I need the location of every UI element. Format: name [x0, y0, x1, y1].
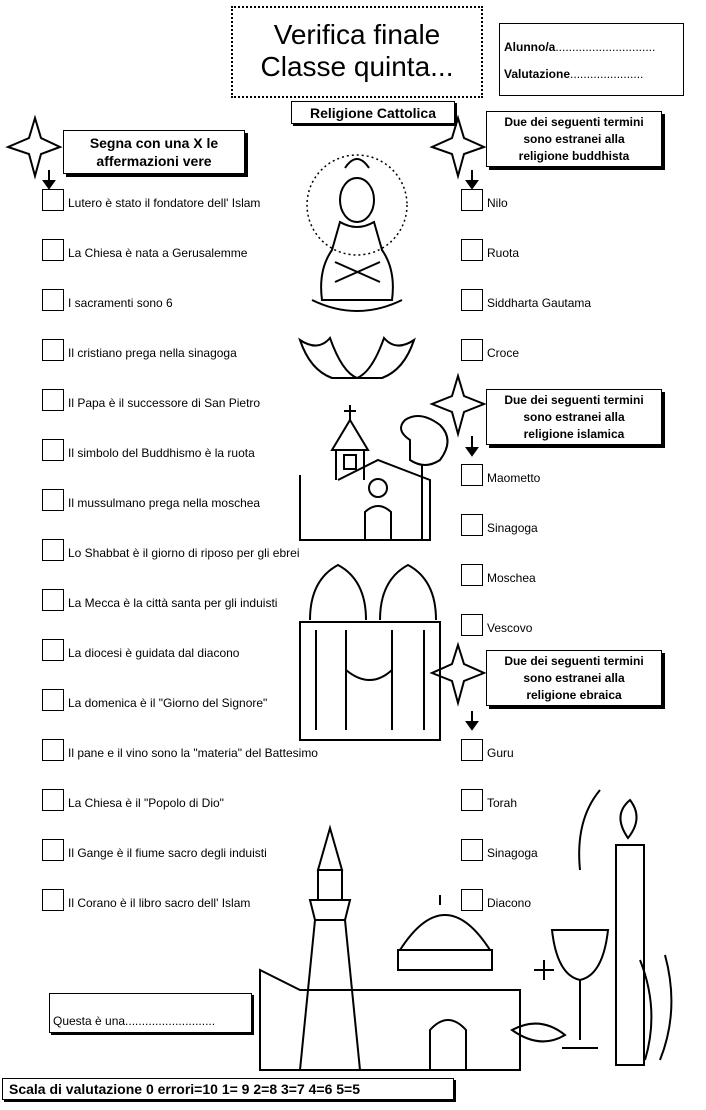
term-checkbox[interactable]	[461, 614, 483, 636]
term-checkbox[interactable]	[461, 339, 483, 361]
statement-checkbox[interactable]	[42, 489, 64, 511]
statement-text: Il Papa è il successore di San Pietro	[68, 396, 261, 410]
answer-field[interactable]: Questa è una...........................	[49, 993, 252, 1033]
statement-text: Il Gange è il fiume sacro degli induisti	[68, 846, 267, 860]
star-icon	[432, 118, 484, 176]
statement-checkbox[interactable]	[42, 339, 64, 361]
statement-text: La diocesi è guidata dal diacono	[68, 646, 240, 660]
term-text: Vescovo	[487, 621, 533, 635]
term-checkbox[interactable]	[461, 789, 483, 811]
star-icon	[8, 118, 60, 176]
statement-checkbox[interactable]	[42, 439, 64, 461]
term-text: Guru	[487, 746, 514, 760]
term-text: Sinagoga	[487, 846, 538, 860]
term-text: Ruota	[487, 246, 520, 260]
student-info-box	[499, 23, 684, 96]
torah-illustration	[300, 565, 440, 740]
statement-checkbox[interactable]	[42, 289, 64, 311]
term-checkbox[interactable]	[461, 514, 483, 536]
statement-checkbox[interactable]	[42, 389, 64, 411]
statement-text: Il pane e il vino sono la "materia" del Battesimo	[68, 746, 318, 760]
statement-text: Lutero è stato il fondatore dell' Islam	[68, 196, 261, 210]
term-checkbox[interactable]	[461, 739, 483, 761]
student-name-field[interactable]: Alunno/a..............................	[504, 40, 656, 54]
statement-text: Il simbolo del Buddhismo è la ruota	[68, 446, 255, 460]
term-text: Diacono	[487, 896, 532, 910]
term-checkbox[interactable]	[461, 564, 483, 586]
buddha-illustration	[300, 155, 414, 378]
statement-text: La Chiesa è nata a Gerusalemme	[68, 246, 248, 260]
term-text: Torah	[487, 796, 518, 810]
term-checkbox[interactable]	[461, 464, 483, 486]
statement-text: Lo Shabbat è il giorno di riposo per gli ebrei	[68, 546, 300, 560]
statement-checkbox[interactable]	[42, 189, 64, 211]
statement-checkbox[interactable]	[42, 239, 64, 261]
statement-checkbox[interactable]	[42, 589, 64, 611]
grade-field[interactable]: Valutazione......................	[504, 67, 644, 81]
statement-checkbox[interactable]	[42, 889, 64, 911]
term-text: Sinagoga	[487, 521, 538, 535]
statement-checkbox[interactable]	[42, 689, 64, 711]
term-text: Nilo	[487, 196, 508, 210]
mosque-illustration	[260, 828, 520, 1070]
judaism-callout: Due dei seguenti termini sono estranei alla religione ebraica	[486, 650, 662, 706]
statement-checkbox[interactable]	[42, 789, 64, 811]
eucharist-illustration	[512, 790, 671, 1065]
instruction-callout: Segna con una X le affermazioni vere	[63, 130, 245, 174]
statement-text: Il cristiano prega nella sinagoga	[68, 346, 237, 360]
term-checkbox[interactable]	[461, 289, 483, 311]
term-checkbox[interactable]	[461, 889, 483, 911]
term-text: Moschea	[487, 571, 536, 585]
subject-label: Religione Cattolica	[291, 101, 455, 124]
statement-text: Il mussulmano prega nella moschea	[68, 496, 261, 510]
grading-scale: Scala di valutazione 0 errori=10 1= 9 2=8 3=7 4=6 5=5	[2, 1078, 454, 1100]
term-text: Maometto	[487, 471, 541, 485]
church-illustration	[300, 405, 448, 540]
buddhism-callout: Due dei seguenti termini sono estranei alla religione buddhista	[486, 111, 662, 167]
statement-text: I sacramenti sono 6	[68, 296, 173, 310]
term-checkbox[interactable]	[461, 189, 483, 211]
term-text: Croce	[487, 346, 520, 360]
statement-text: La domenica è il "Giorno del Signore"	[68, 696, 268, 710]
islam-callout: Due dei seguenti termini sono estranei alla religione islamica	[486, 389, 662, 445]
statement-text: La Chiesa è il "Popolo di Dio"	[68, 796, 224, 810]
statement-checkbox[interactable]	[42, 839, 64, 861]
statement-text: Il Corano è il libro sacro dell' Islam	[68, 896, 251, 910]
term-checkbox[interactable]	[461, 239, 483, 261]
statement-checkbox[interactable]	[42, 639, 64, 661]
statement-text: La Mecca è la città santa per gli induisti	[68, 596, 278, 610]
title-box	[231, 6, 483, 98]
term-checkbox[interactable]	[461, 839, 483, 861]
statement-checkbox[interactable]	[42, 739, 64, 761]
statement-checkbox[interactable]	[42, 539, 64, 561]
term-text: Siddharta Gautama	[487, 296, 592, 310]
title-line-1: Verifica finale	[273, 19, 441, 50]
title-line-2: Classe quinta...	[260, 51, 454, 82]
